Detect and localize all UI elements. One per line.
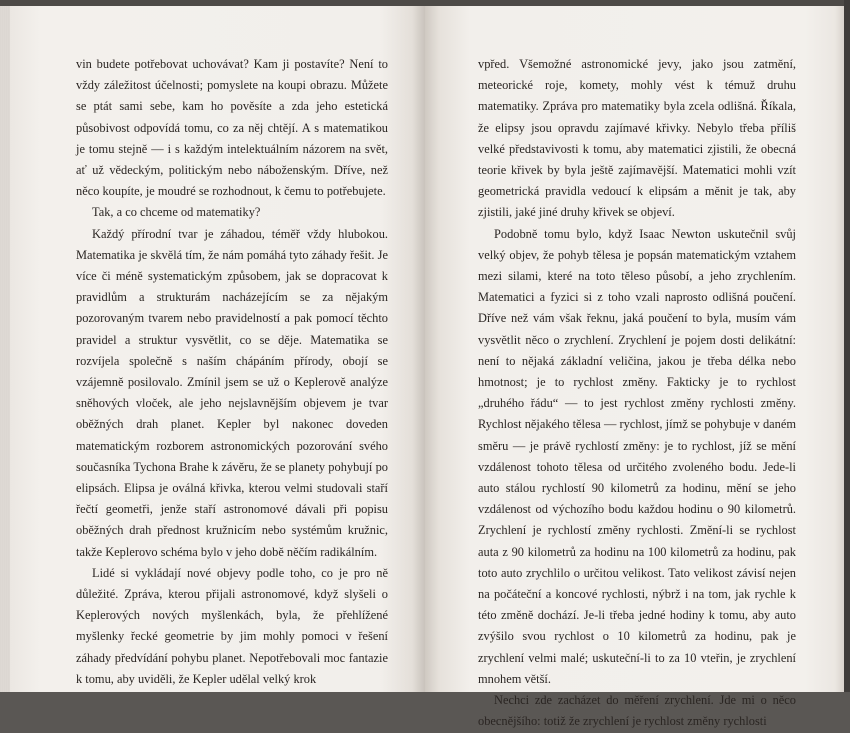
left-paragraph-1: vin budete potřebovat uchovávat? Kam ji postavíte? Není to vždy záležitost účelnosti; pomyslete na koupi obrazu. Můžete se ptát sami sebe, kam ho pověsíte a zda jeho estetická působivost odpovídá tomu, co za něj chtějí. A s matematikou je tomu stejně — i s každým intelektuálním názorem na svět, ať už vědeckým, politickým nebo náboženským. Dříve, než něco koupíte, je moudré se rozhodnout, k čemu to potřebujete. (76, 57, 388, 199)
left-paragraph-3: Každý přírodní tvar je záhadou, téměř vždy hlubokou. Matematika je skvělá tím, že nám pomáhá tyto záhady řešit. Je více či méně systematickým způsobem, jak se dopracovat k pravidlům a strukturám nacházejícím se za nějakým pozorovaným tvarem nebo pravidelností a pak pomocí těchto pravidel a struktur vysvětlit, co se děje. Matematika se rozvíjela společně s naším chápáním přírody, obojí se vzájemně posilovalo. Zmínil jsem se už o Keplerově analýze sněhových vloček, ale jeho nejslavnějším objevem je tvar oběžných drah planet. Kepler byl nakonec doveden matematickým rozborem astronomických pozorování svého současníka Tychona Brahe k závěru, že se planety pohybují po elipsách. Elipsa je oválná křivka, kterou velmi studovali staří řečtí geometři, jenže staří astronomové dávali při popisu oběžných drah přednost kružnicím nebo systémům kružnic, takže Keplerovo schéma bylo v jeho době něčím radikálním. (76, 226, 388, 559)
book-cover-edge (844, 0, 850, 692)
right-page (425, 6, 844, 729)
left-paragraph-2: Tak, a co chceme od matematiky? (92, 205, 261, 220)
left-page (0, 6, 425, 692)
page-edges (0, 6, 10, 692)
right-paragraph-3: Nechci zde zacházet do měření zrychlení. Jde mi o něco obecnějšího: totiž že zrychlení je rychlost změny rychlosti (478, 693, 796, 729)
right-paragraph-1: vpřed. Všemožné astronomické jevy, jako jsou zatmění, meteorické roje, komety, mohly vést k témuž druhu matematiky. Zpráva pro matematiky byla zcela odlišná. Říkala, že elipsy jsou opravdu zajímavé křivky. Nebylo třeba příliš velké představivosti k tomu, aby matematici zjistili, že obecná teorie křivek by byla ještě zajímavější. Matematici mohli vzít geometrická pravidla vedoucí k elipsám a měnit je tak, aby zjistili, jaké jiné druhy křivek se objeví. (478, 57, 796, 220)
right-paragraph-2: Podobně tomu bylo, když Isaac Newton uskutečnil svůj velký objev, že pohyb tělesa je popsán matematickým vztahem mezi silami, které na toto těleso působí, a jeho zrychlením. Matematici a fyzici si z toho vzali naprosto odlišná poučení. Dříve než vám však řeknu, jaká poučení to byla, musím vám vysvětlit něco o zrychlení. Zrychlení je pojem dosti delikátní: není to nějaká základní veličina, jakou je třeba délka nebo hmotnost; je to rychlost změny. Fakticky je to rychlost „druhého řádu“ — to jest rychlost změny rychlosti změny. Rychlost nějakého tělesa — rychlost, jímž se pohybuje v daném směru — je právě rychlostí změny: je to rychlost, jíž se mění vzdálenost tohoto tělesa od určitého zvoleného bodu. Jede-li auto stálou rychlostí 90 kilometrů za hodinu, mění se jeho vzdálenost od výchozího bodu každou hodinu o 90 kilometrů. Zrychlení je rychlostí změny rychlosti. Změní-li se rychlost auta z 90 kilometrů za hodinu na 100 kilometrů za hodinu, pak toto auto zrychlilo o určitou velikost. Tato velikost závisí nejen na počáteční a koncové rychlosti, nýbrž i na tom, jak rychle k této změně dochází. Je-li třeba jedné hodiny k tomu, aby auto zvýšilo svou rychlost o 10 kilometrů za hodinu, pak je zrychlení velmi malé; uskuteční-li to za 10 vteřin, je zrychlení mnohem větší. (478, 226, 796, 686)
left-paragraph-4: Lidé si vykládají nové objevy podle toho, co je pro ně důležité. Zpráva, kterou přijali astronomové, když slyšeli o Keplerových nových myšlenkách, byla, že přehlížené myšlenky řecké geometrie by jim mohly pomoci v řešení záhady předvídání pohybu planet. Nepotřebovali moc fantazie k tomu, aby uviděli, že Kepler udělal velký krok (76, 565, 388, 686)
